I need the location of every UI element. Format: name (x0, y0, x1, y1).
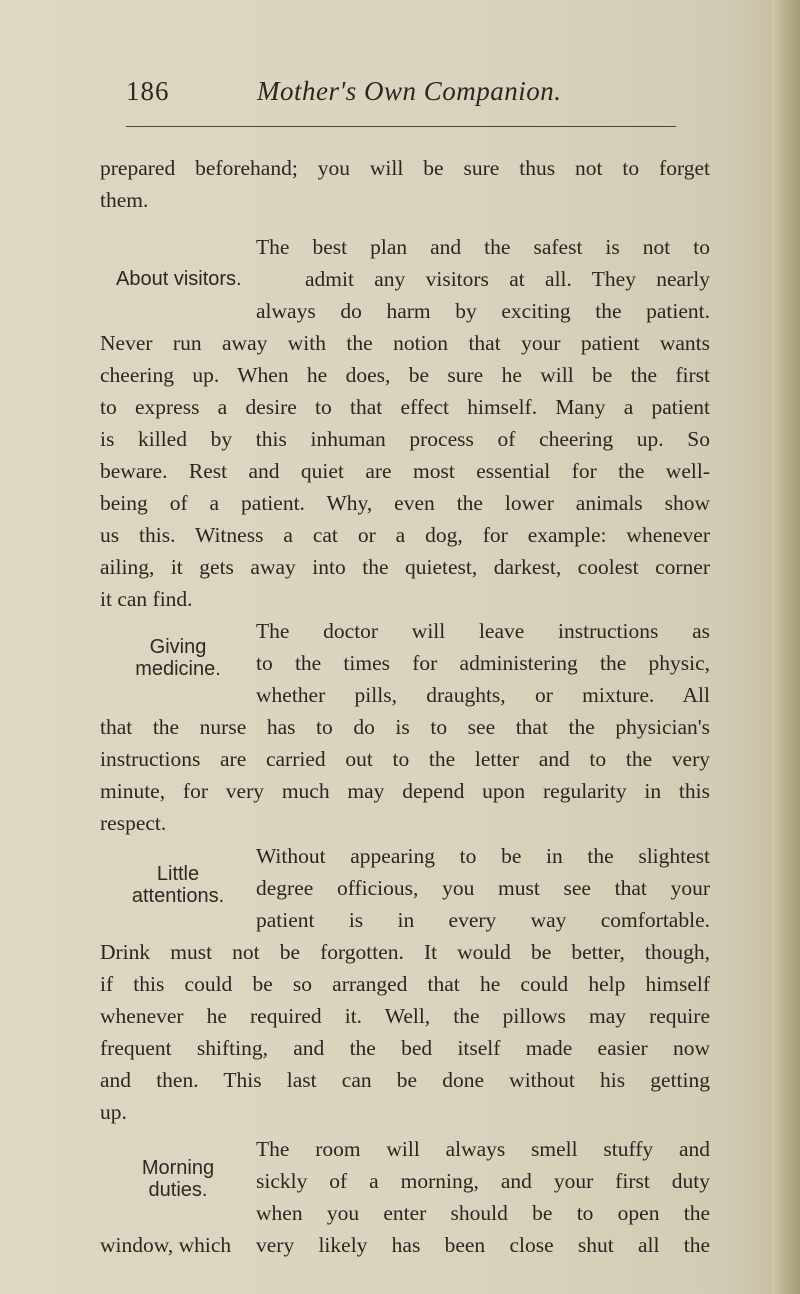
sidenote-morning-duties (118, 1157, 238, 1201)
text-line: whenever he required it. Well, the pillows may require (100, 1004, 710, 1028)
text-line: window, which (100, 1233, 232, 1257)
text-line: sickly of a morning, and your first duty (256, 1169, 710, 1193)
text-line: beware. Rest and quiet are most essential for the well- (100, 459, 710, 483)
sidenote-line: Giving (149, 636, 207, 658)
text-line: minute, for very much may depend upon regularity in this (100, 779, 710, 803)
text-line: respect. (100, 811, 167, 835)
sidenote-little-attentions (114, 863, 242, 907)
text-line: whether pills, draughts, or mixture. All (256, 683, 710, 707)
sidenote-line: duties. (148, 1179, 208, 1201)
page-number: 186 (126, 76, 170, 106)
text-line: very likely has been close shut all the (256, 1233, 710, 1257)
text-line: The room will always smell stuffy and (256, 1137, 710, 1161)
text-line: frequent shifting, and the bed itself made easier now (100, 1036, 710, 1060)
sidenote-line: Morning (141, 1157, 215, 1179)
sidenote-line: medicine. (135, 658, 221, 680)
text-line: that the nurse has to do is to see that the physician's (100, 715, 710, 739)
header-rule (126, 126, 676, 127)
text-line: to express a desire to that effect himself. Many a patient (100, 395, 710, 419)
text-line: Drink must not be forgotten. It would be better, though, (100, 940, 710, 964)
text-line: degree officious, you must see that your (256, 876, 710, 900)
text-line: and then. This last can be done without his getting (100, 1068, 710, 1092)
page-header (0, 0, 800, 130)
text-line: it can find. (100, 587, 193, 611)
text-line: ailing, it gets away into the quietest, darkest, coolest corner (100, 555, 710, 579)
sidenote-line: Little (156, 863, 200, 885)
text-line: us this. Witness a cat or a dog, for example: whenever (100, 523, 710, 547)
sidenote-line: attentions. (131, 885, 225, 907)
text-line: if this could be so arranged that he could help himself (100, 972, 710, 996)
text-line: being of a patient. Why, even the lower animals show (100, 491, 710, 515)
text-line: them. (100, 188, 149, 212)
text-line: when you enter should be to open the (256, 1201, 710, 1225)
running-title: Mother's Own Companion. (257, 76, 562, 106)
sidenote-giving-medicine (118, 636, 238, 680)
text-line: is killed by this inhuman process of cheering up. So (100, 427, 710, 451)
text-line: Without appearing to be in the slightest (256, 844, 710, 868)
text-line: always do harm by exciting the patient. (256, 299, 710, 323)
text-line: to the times for administering the physic, (256, 651, 710, 675)
text-line: The doctor will leave instructions as (256, 619, 710, 643)
page-edge (772, 0, 800, 1294)
text-line: prepared beforehand; you will be sure thus not to forget (100, 156, 710, 180)
text-line: cheering up. When he does, be sure he will be the first (100, 363, 710, 387)
text-line: patient is in every way comfortable. (256, 908, 710, 932)
text-line: instructions are carried out to the letter and to the very (100, 747, 710, 771)
text-line: up. (100, 1100, 127, 1124)
sidenote-about-visitors: About visitors. (116, 268, 242, 290)
text-line: admit any visitors at all. They nearly (305, 267, 710, 291)
text-line: Never run away with the notion that your patient wants (100, 331, 710, 355)
text-line: The best plan and the safest is not to (256, 235, 710, 259)
